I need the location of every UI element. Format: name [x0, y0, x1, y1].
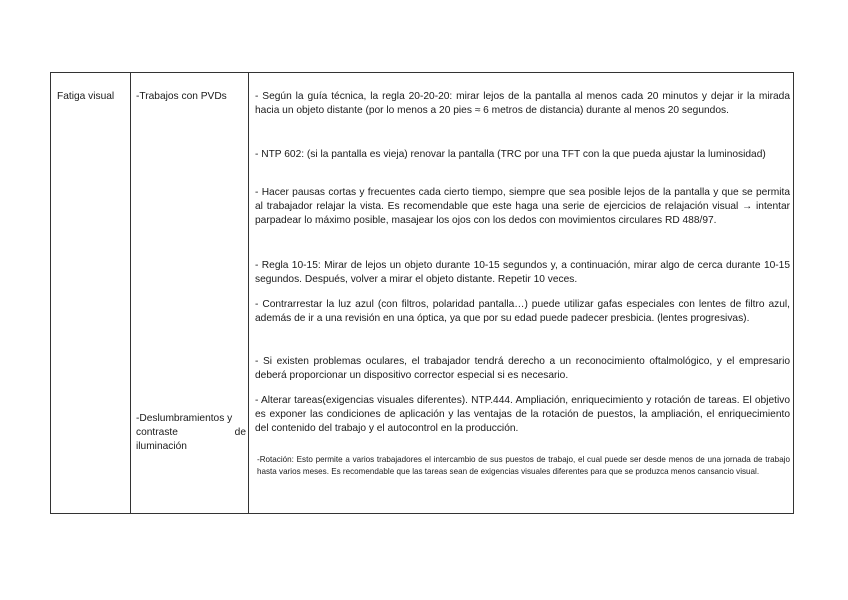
- measure-paragraph: - Alterar tareas(exigencias visuales diferentes). NTP.444. Ampliación, enriquecimiento y rotación de tareas. El objetivo es exponer las condiciones de aplicación y las ventajas de la rotación de puestos, la ampliación, el enriquecimiento del contenido del trabajo y el autocontrol en la producción.: [255, 395, 790, 434]
- cause-glare-word-de: de: [234, 427, 246, 438]
- risk-label: Fatiga visual: [57, 91, 115, 102]
- cause-glare-line2: [136, 426, 246, 440]
- measure-paragraph: - NTP 602: (si la pantalla es vieja) renovar la pantalla (TRC por una TFT con la que pueda ajustar la luminosidad): [255, 149, 766, 160]
- document-table: [50, 72, 794, 514]
- cause-pvd: -Trabajos con PVDs: [136, 91, 227, 102]
- measure-paragraph-small: -Rotación: Esto permite a varios trabajadores el intercambio de sus puestos de trabajo, el cual puede ser desde menos de una jornada de trabajo hasta varios meses. Es recomendable que las tareas sean de exigencias visuales diferentes para que se produzca menos cansancio visual.: [257, 455, 790, 476]
- column-risk: [51, 73, 131, 513]
- cause-glare-word-contraste: contraste: [136, 427, 178, 438]
- measure-paragraph: - Regla 10-15: Mirar de lejos un objeto durante 10-15 segundos y, a continuación, mirar algo de cerca durante 10-15 segundos. Después, volver a mirar el objeto distante. Repetir 10 veces.: [255, 260, 790, 285]
- cause-glare-line3: iluminación: [136, 441, 187, 452]
- measure-paragraph: - Contrarrestar la luz azul (con filtros, polaridad pantalla…) puede utilizar gafas especiales con lentes de filtro azul, además de ir a una revisión en una óptica, ya que por su edad puede padecer presbicia. (lentes progresivas).: [255, 299, 790, 324]
- measure-paragraph: - Según la guía técnica, la regla 20-20-20: mirar lejos de la pantalla al menos cada 20 minutos y dejar ir la mirada hacia un objeto distante (por lo menos a 20 pies ≈ 6 metros de distancia) durante al menos 20 segundos.: [255, 91, 790, 116]
- cause-glare-line1: -Deslumbramientos y: [136, 413, 233, 424]
- column-cause: [131, 73, 249, 513]
- measure-paragraph: - Hacer pausas cortas y frecuentes cada cierto tiempo, siempre que sea posible lejos de la pantalla y que se permita al trabajador relajar la vista. Es recomendable que este haga una serie de ejercicios de relajación visual → intentar parpadear lo máximo posible, masajear los ojos con los dedos con movimientos circulares RD 488/97.: [255, 187, 790, 226]
- measure-paragraph: - Si existen problemas oculares, el trabajador tendrá derecho a un reconocimiento oftalmológico, y el empresario deberá proporcionar un dispositivo corrector especial si es necesario.: [255, 356, 790, 381]
- column-measures: [249, 73, 793, 513]
- cause-glare: [136, 412, 246, 454]
